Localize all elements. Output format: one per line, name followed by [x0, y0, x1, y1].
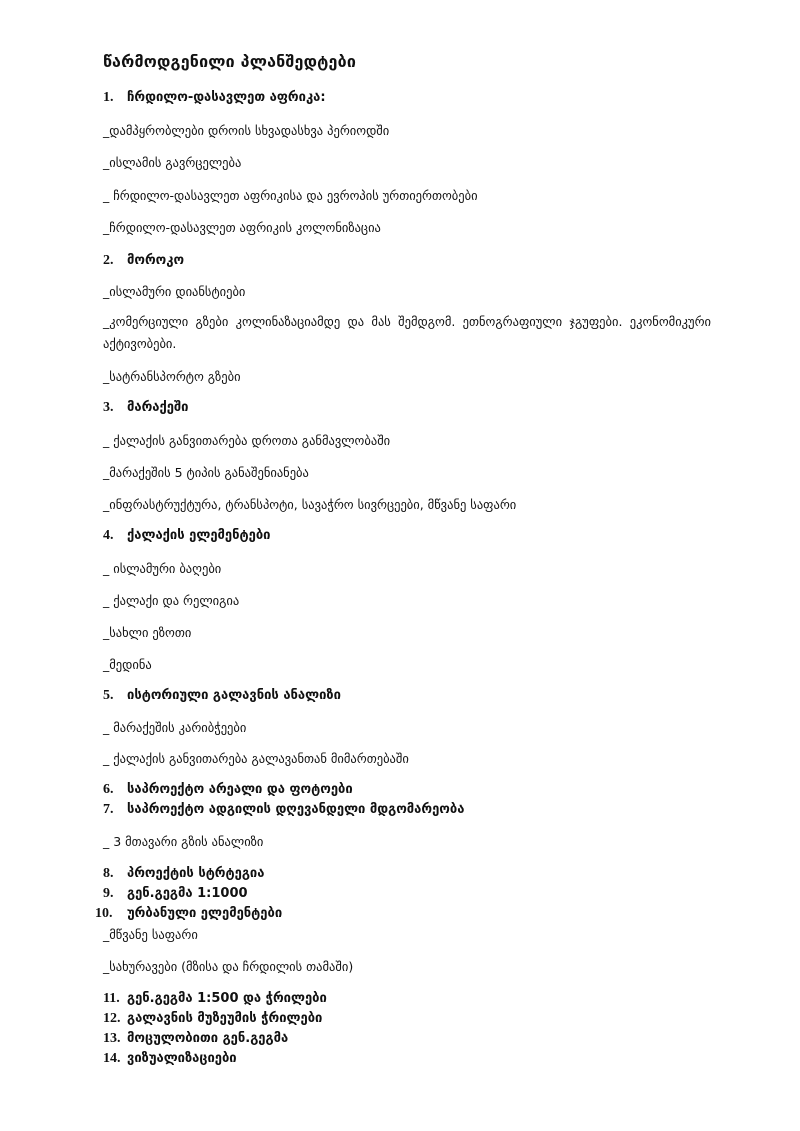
section-title: მოროკო — [127, 253, 185, 268]
section-heading-11 — [103, 991, 327, 1007]
section-number: 13. — [103, 1031, 121, 1046]
section-number: 1. — [103, 90, 114, 105]
section-heading-4 — [103, 528, 271, 544]
section-heading-12 — [103, 1011, 322, 1027]
section-heading-2 — [103, 253, 184, 269]
list-item: _სატრანსპორტო გზები — [103, 369, 241, 384]
section-title: გალავნის მუზეუმის ჭრილები — [127, 1011, 323, 1026]
list-item: _სახლი ეზოთი — [103, 625, 192, 640]
section-number: 5. — [103, 688, 114, 703]
section-title: მარაქეში — [127, 400, 189, 415]
section-number: 6. — [103, 782, 114, 797]
section-number: 10. — [95, 906, 113, 921]
section-number: 14. — [103, 1051, 121, 1066]
section-heading-5 — [103, 688, 341, 704]
section-heading-6 — [103, 782, 353, 798]
section-heading-10 — [95, 906, 283, 922]
section-heading-1 — [103, 90, 326, 106]
section-heading-8 — [103, 866, 264, 882]
section-title: გენ.გეგმა 1:1000 — [127, 886, 248, 901]
list-item: _დამპყრობლები დროის სხვადასხვა პერიოდში — [103, 123, 390, 138]
section-title: ჩრდილო-დასავლეთ აფრიკა: — [127, 90, 326, 105]
list-item: _ ჩრდილო-დასავლეთ აფრიკისა და ევროპის ურთიერთობები — [103, 188, 478, 203]
section-heading-7 — [103, 802, 464, 818]
list-item: _მარაქეშის 5 ტიპის განაშენიანება — [103, 465, 309, 480]
list-item: _ჩრდილო-დასავლეთ აფრიკის კოლონიზაცია — [103, 220, 381, 235]
section-number: 9. — [103, 886, 114, 901]
section-number: 8. — [103, 866, 114, 881]
section-title: ქალაქის ელემენტები — [127, 528, 271, 543]
list-item: _სახურავები (მზისა და ჩრდილის თამაში) — [103, 959, 354, 974]
list-item: _ 3 მთავარი გზის ანალიზი — [103, 834, 264, 849]
list-item: _ ისლამური ბაღები — [103, 561, 222, 576]
list-item: _კომერციული გზები კოლინაზაციამდე და მას შემდგომ. ეთნოგრაფიული ჯგუფები. ეკონომიკური აქტივობები. — [103, 314, 711, 351]
section-number: 12. — [103, 1011, 121, 1026]
section-title: გენ.გეგმა 1:500 და ჭრილები — [127, 991, 327, 1006]
section-title: ისტორიული გალავნის ანალიზი — [127, 688, 341, 703]
section-title: პროექტის სტრტეგია — [127, 866, 265, 881]
list-item: _ ქალაქი და რელიგია — [103, 593, 240, 608]
section-number: 4. — [103, 528, 114, 543]
section-title: ვიზუალიზაციები — [127, 1051, 237, 1066]
list-item: _ინფრასტრუქტურა, ტრანსპოტი, სავაჭრო სივრცეები, მწვანე საფარი — [103, 497, 517, 512]
list-item: _ მარაქეშის კარიბჭეები — [103, 720, 247, 735]
section-heading-13 — [103, 1031, 288, 1047]
list-item: _ ქალაქის განვითარება დროთა განმავლობაში — [103, 433, 391, 448]
list-item: _ ქალაქის განვითარება გალავანთან მიმართებაში — [103, 751, 409, 766]
section-heading-3 — [103, 400, 188, 416]
list-item: _ისლამური დიანსტიები — [103, 284, 246, 299]
section-heading-9 — [103, 886, 248, 902]
section-number: 2. — [103, 253, 114, 268]
section-number: 7. — [103, 802, 114, 817]
section-title: ურბანული ელემენტები — [127, 906, 283, 921]
list-item: _მედინა — [103, 657, 152, 672]
page-title: წარმოდგენილი პლანშედტები — [103, 52, 357, 71]
section-number: 11. — [103, 991, 120, 1006]
list-item: _ისლამის გავრცელება — [103, 155, 242, 170]
section-title: საპროექტო არეალი და ფოტოები — [127, 782, 353, 797]
section-number: 3. — [103, 400, 114, 415]
section-heading-14 — [103, 1051, 237, 1067]
list-item: _მწვანე საფარი — [103, 927, 198, 942]
section-title: მოცულობითი გენ.გეგმა — [127, 1031, 289, 1046]
section-title: საპროექტო ადგილის დღევანდელი მდგომარეობა — [127, 802, 465, 817]
